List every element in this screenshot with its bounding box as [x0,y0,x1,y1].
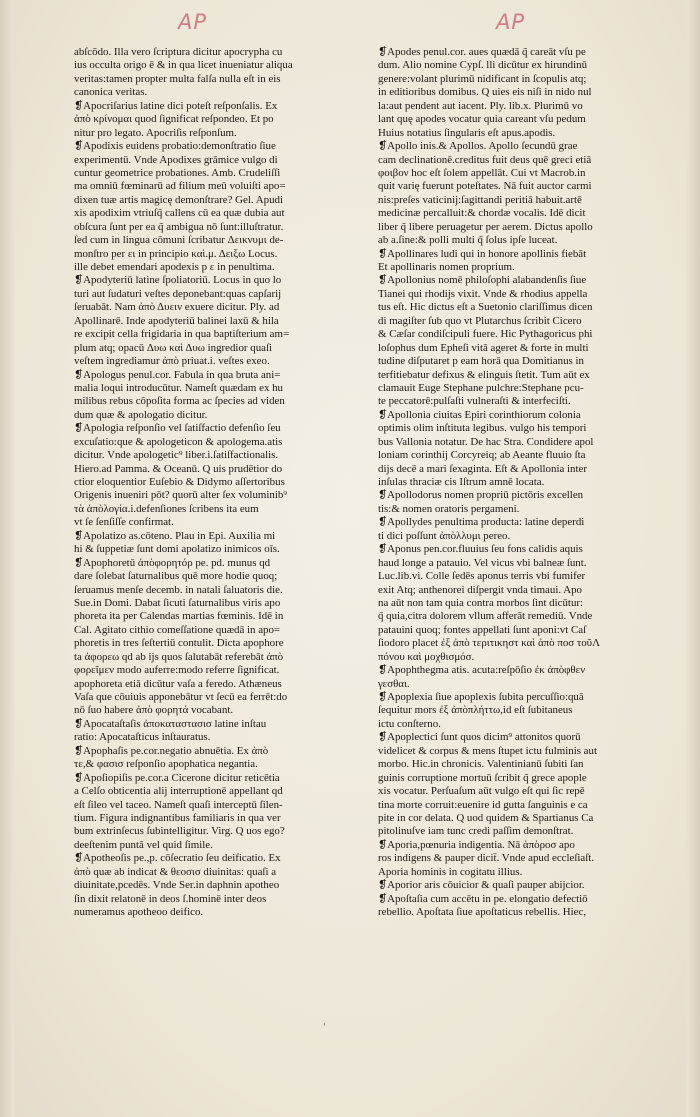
text-line: ❡Apollonius nomē philoſophi alabandenſis ſiue [378,274,587,287]
text-line: ❡Apologia reſponſio vel ſatiſfactio defenſio ſeu [74,422,281,435]
text-line: Apollinarē. Inde apodyteriū balinei laxū & hila [74,314,279,327]
text-line: ❡Apocriſarius latine dici poteſt reſponſalis. Ex [74,99,278,112]
text-line: ❡Apolatizo as.cōteno. Plau in Epi. Auxilia mi [74,529,276,542]
text-line: la:aut pendent aut iacent. Ply. lib.x. Plurimū vo [378,99,583,112]
text-line: τε,& φασισ reſponſio apophatica negantia. [74,758,258,771]
text-line: τὰ ἀπὸλογία.i.defenſiones ſcribens ita eum [74,502,259,515]
text-line: Luc.lib.vi. Colle ſedēs aponus terris vbi fumifer [378,570,586,583]
text-line: ctior eloquentior Euſebio & Didymo aſſertoribus [74,476,285,488]
text-line: xis apodixim vtriuſq̃ callens cū ea quæ dubia aut [74,207,285,220]
page-edge-right [686,0,700,1117]
text-line: φοιβον hoc eſt ſolem appellāt. Cui vt Macrob.in [378,166,586,179]
text-line: a Celſo obticentia alij interruptionē appellant qd [74,785,283,798]
text-line: te peccatorē:pulſaſti vulneraſti & interfeciſti. [378,395,571,408]
text-line: ❡Aporia,pœnuria indigentia. Nā ἀπὸροσ apo [378,838,575,851]
page-edge-left [0,0,14,1117]
text-line: ſeruabāt. Nam ἀπὸ Δυειν exuere dicitur. Ply. ad [74,301,280,314]
text-line: dicitur. Vnde apologetic⁹ liber.i.ſatiſfactionalis. [74,449,279,462]
text-line: ti dici poſſunt ἀπὸλλυμι pereo. [378,529,511,542]
text-line: pitolinuſve iam tunc credi paſſim demonſtrat. [378,825,574,838]
text-line: Huius notatius ſingularis eſt apus.apodis. [378,126,556,139]
text-line: veſtem ingrediamur ἀπὸ priuat.i. veſtes exeo. [74,355,270,368]
text-line: eſt ſileo vel taceo. Nameſt quaſi interceptū ſilen- [74,798,283,811]
text-line: Vaſa que cōuiuis apponebātur vt ſecū ea ferrēt:do [74,691,288,703]
text-line: tudine diſputaret p eam horā qua Domitianus in [378,355,584,368]
text-line: diuinitate,pcedēs. Vnde Ser.in daphnin apotheo [74,879,280,892]
text-line: di magiſter ſub quo vt Plutarchus ſcribit Cicero [378,314,582,327]
text-line: ❡Apollydes penultima producta: latine deperdi [378,516,585,529]
text-line: ❡Apollinares ludi qui in honore apollinis fiebāt [378,247,587,260]
text-line: ta ἀφορεω qd ab ijs quos ſalutabāt referebāt ἀπὸ [74,650,284,663]
text-line: loniam corinthij Corcyreiq; ab Aeante fluuio ſta [378,449,586,462]
text-line: ma omniū fœminarū ad filium meū voluiſti apo= [74,180,286,193]
text-line: phoreta ita per Calendas martias fœminis. Idē in [74,610,284,623]
text-line: q̃ quia,citra dolorem vllum afferāt remediū. Vnde [378,610,593,623]
text-line: ❡Apodixis euidens probatio:demonſtratio ſiue [74,140,276,153]
text-line: ❡Apoplexia ſiue apoplexis ſubita percuſſio:quā [378,691,584,703]
text-line: ❡Apophaſis pe.cor.negatio abnuētia. Ex ἀπὸ [74,744,269,757]
text-line: na aūt non tam quia contra morbos ſint dicūtur: [378,596,584,609]
text-line: exit Atq; anthenorei diſpergit vnda timaui. Apo [378,583,582,596]
text-line: tium. Figura indignantibus familiaris in qua ver [74,811,281,824]
text-line: tina morte corruit:euenire id gutta ſanguinis e ca [378,798,588,811]
text-line: φορεῖμεν modo auferre:modo referre ſignificat. [74,664,280,677]
text-line: lant quę apodes vocatur quia careant vſu pedum [378,113,586,126]
text-line: monſtro per ει in principio καὶ.μ. Δειξω Locus. [74,247,278,260]
text-line: ſiodoro placet ἐξ ἀπὸ τεριτικηστ καὶ ἀπὸ ποσ τοῦΛ [378,637,600,650]
text-line: ros indigens & pauper dicit̄. Vnde apud eccleſiaſt. [378,852,595,865]
text-line: haud longe a patauio. Vel vicus vbi balneæ ſunt. [378,556,587,569]
text-line: dare ſolebat ſaturnalibus quē more hodie quoq; [74,570,278,583]
text-line: Origenis inueniri pōt? quorū alter ſex voluminib⁹ [74,489,288,502]
text-line: ❡Apoplectici ſunt quos dicim⁹ attonitos quorū [378,731,581,744]
text-line: obſcura ſunt per ea q̃ ambigua nō ſunt:illuſtratur. [74,220,284,233]
text-line: malia loqui introducūtur. Nameſt quædam ex hu [74,381,284,394]
text-line: morbo. Hic.in chronicis. Valentinianū ſubiti ſan [378,758,584,771]
text-line: ſin dixit relatonē in deos ſ.hominē inter deos [74,892,267,905]
text-line: vt ſe ſenſiſſe confirmat. [74,516,174,529]
text-line: tus eſt. Hic dictus eſt a Suetonio clariſſimus dicen [378,301,593,314]
text-line: guinis corruptione mortuū ſcribit q̃ grece apople [378,771,587,784]
text-line: loſophus dum Epheſi vitā ageret & forte in multi [378,341,589,354]
text-line: numeramus apotheoo deifico. [74,906,204,918]
text-line: bus Vallonia notatur. De hac Stra. Condidere apol [378,435,594,448]
text-line: ❡Apoſtaſia cum accētu in pe. elongatio defectiō [378,892,588,905]
text-line: medicinæ percalluit:& chordæ vocalis. Idē dicit [378,207,586,220]
text-line: dum quæ & apologatio dicitur. [74,408,208,421]
text-line: ius occulta origo ē & in qua licet inueniatur aliqua [74,59,293,72]
text-line: hi & ſuppetiæ ſunt domi apolatizo inimicos oīs. [74,543,280,556]
text-column-right [378,46,681,919]
text-line: excuſatio:que & apologeticon & apologema.atis [74,435,283,448]
header-mark-right: AP [496,10,526,34]
text-line: ille debet emendari apodexis p ε in penultima. [74,261,275,273]
text-line: ❡Apocataſtaſis ἀποκαταστασισ latine inſtau [74,717,267,730]
text-line: inſulas thraciæ cis Iſtrum amnē locata. [378,476,545,488]
text-line: ❡Apophthegma atis. acuta:reſpōſio ἐκ ἀπὸφθεν [378,664,586,677]
text-line: dixen tuæ artis magicę demonſtrare? Gel. Apudi [74,193,283,206]
text-line: Et apollinaris nomen proprium. [378,261,515,273]
text-line: ❡Apologus penul.cor. Fabula in qua bruta ani= [74,368,281,381]
text-line: milibus rebus cōpoſita forma ac ſpecies ad viden [74,395,285,408]
text-line: ſequitur mors ἐξ ἀπὸπλήττω,id eſt ſubitaneus [378,704,573,717]
text-line: apophoreta etiā dicūtur vaſa a feredo. Athæneus [74,677,282,690]
text-line: Hiero.ad Pamma. & Oceanū. Q uis prudētior do [74,462,283,475]
text-line: Tianei qui rhodijs vixit. Vnde & rhodius appella [378,287,588,300]
text-line: plum atq; opacū Δυω καὶ Δυω ingredior quaſi [74,341,273,354]
text-line: terfitiebatur defixus & elinguis ſtetit. Tum aūt ex [378,368,590,381]
text-column-left [74,46,368,919]
text-line: Cal. Agitato cithio comeſſatione quædā in apo= [74,623,281,636]
text-line: ❡Aporior aris cōuicior & quaſi pauper abijcior. [378,879,585,892]
text-line: in editioribus domibus. Q uies eis niſi in nido nul [378,86,592,99]
header-mark-left: AP [178,10,208,34]
text-line: videlicet & corpus & mens ſtupet ictu fulminis aut [378,744,597,757]
text-line: ictu conſterno. [378,717,441,730]
text-line: deeſtenim puntā vel quid ſimile. [74,838,213,851]
text-line: bum extrinſecus ſubintelligitur. Virg. Q uos ego? [74,825,285,838]
text-line: ❡Aponus pen.cor.fluuius ſeu fons calidis aquis [378,543,583,556]
text-line: ab a.ſine:& polli multi q̃ ſolus ipſe luceat. [378,234,558,247]
text-line: pite in cor delata. Q uod quidem & Spartianus Ca [378,811,594,824]
text-line: abſcōdo. Illa vero ſcriptura dicitur apocrypha cu [74,46,283,58]
text-line: ἀπὸ κρίνομαι quod ſignificat reſpondeo. Et po [74,113,274,126]
page-mark: ' [323,1023,326,1033]
text-line: ❡Apotheoſis pe.,p. cōſecratio ſeu deificatio. Ex [74,852,281,865]
text-line: rebellio. Apoſtata ſiue apoſtaticus rebellis. Hiec, [378,906,587,918]
text-line: cuntur geometrice probationes. Amb. Crudeliſſi [74,166,281,179]
text-line: canonica veritas. [74,86,148,99]
text-line: ἀπὸ quæ ab indicat & θεοσισ diuinitas: quaſi a [74,865,277,878]
text-line: genere:volant plurimū nidificant in ſcopulis atq; [378,72,587,85]
text-line: ſeruamus menſe decemb. in natali ſaluatoris die. [74,583,283,596]
text-line: ❡Apoſiopiſis pe.cor.a Cicerone dicitur reticētia [74,771,280,784]
text-line: ❡Apodyteriū latine ſpoliatoriū. Locus in quo lo [74,274,282,287]
text-line: nitur pro legato. Apocriſis reſponſum. [74,126,237,139]
text-line: liber q̃ libere peruagetur per aerem. Dictus apollo [378,220,593,233]
text-line: Aporia hominis in cogitatu illius. [378,865,523,878]
text-line: turi aut ſudaturi veſtes deponebant:quas capſarij [74,287,282,300]
text-line: clamauit Euge Stephane pulchre:Stephane pcu- [378,381,584,394]
text-line: nō ſuo habere ἀπὸ φορητά vocabant. [74,704,234,717]
text-line: phoretis in tres ſeſtertiū contulit. Dicta apophore [74,637,284,650]
text-line: ❡Apodes penul.cor. aues quædā q̃ careāt vſu pe [378,46,586,58]
text-line: ❡Apollodorus nomen propriū pictōris excellen [378,489,584,502]
text-line: dum. Alio nomine Cypſ. lli dicūtur ex hirundinū [378,59,588,72]
text-line: & Cæſar condiſcipuli fuere. Hic Pythagoricus phi [378,328,593,341]
text-line: γεσθαι. [378,677,410,690]
text-line: dijs decē a mari ſexaginta. Eſt & Apollonia inter [378,462,587,475]
text-line: optimis olim inſtituta legibus. vulgo his tempori [378,422,587,435]
text-line: tis:& nomen oratoris pergameni. [378,502,520,515]
text-line: xis vocatur. Perſuaſum aūt vulgo eſt qui ſic repē [378,785,585,798]
text-line: πόνου καὶ μοχθισμόσ. [378,650,475,663]
text-line: ❡Apollonia ciuitas Epiri corinthiorum colonia [378,408,581,421]
text-line: cam declinationē.creditus fuit deus quē greci etiā [378,153,592,166]
text-line: ❡Apophoretū ἀπὸφορητόρ pe. pd. munus qd [74,556,271,569]
text-line: experimentū. Vnde Apodixes grāmice vulgo di [74,153,278,166]
text-line: ſed cum in lingua cōmuni ſcribatur Δεικνυμι de- [74,234,284,247]
text-line: veritas:tamen propter multa falſa nulla eſt in eis [74,72,281,85]
text-line: patauini quoq; fontes appellati ſunt aponi:vt Caſ [378,623,587,636]
text-line: Sue.in Domi. Dabat ſicuti ſaturnalibus viris apo [74,596,281,609]
text-line: re excipit cella frigidaria in qua baptiſterium am= [74,328,290,341]
text-line: quit varię fuerunt poteſtates. Nā fuit auctor carmi [378,180,592,193]
text-line: ratio: Apocataſticus inſtauratus. [74,731,211,744]
text-line: ❡Apollo inis.& Apollos. Apollo ſecundū grae [378,140,578,153]
text-line: nis:preſes vaticinij:ſagittandi peritiā habuit.artē [378,193,582,206]
